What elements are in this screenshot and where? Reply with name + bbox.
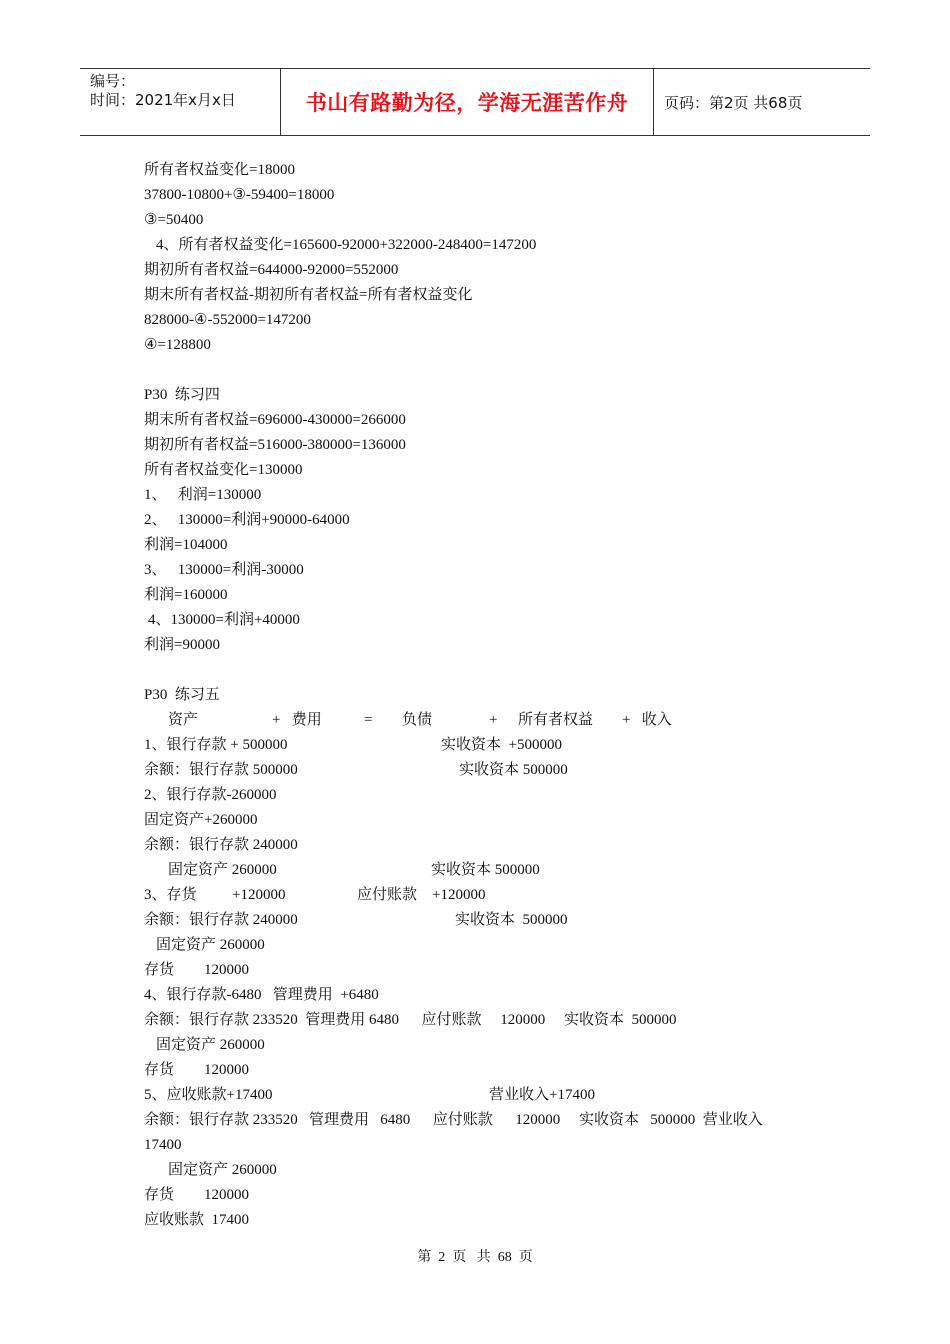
text-line: 4、银行存款-6480 管理费用 +6480: [144, 987, 379, 1003]
text-line: 828000-④-552000=147200: [144, 312, 311, 328]
text-line: 存货 120000: [144, 962, 250, 978]
text-line: 负债: [402, 712, 433, 728]
text-line: 所有者权益: [518, 712, 594, 728]
text-line: 1、银行存款 + 500000: [144, 737, 288, 753]
text-line: 4、130000=利润+40000: [148, 612, 300, 628]
text-line: + 费用: [272, 712, 322, 728]
text-line: 固定资产+260000: [144, 812, 258, 828]
text-line: P30 练习五: [144, 687, 220, 703]
header-page-cell: [654, 69, 870, 135]
text-line: 固定资产 260000: [156, 937, 265, 953]
text-line: 5、应收账款+17400: [144, 1087, 273, 1103]
text-line: ③=50400: [144, 212, 204, 228]
text-line: 实收资本 +500000: [441, 737, 562, 753]
text-line: 利润=104000: [144, 537, 228, 553]
text-line: 4、所有者权益变化=165600-92000+322000-248400=147200: [156, 237, 537, 253]
text-line: 利润=160000: [144, 587, 228, 603]
text-line: 应付账款 +120000: [357, 887, 486, 903]
document-number-label: 编号：: [90, 72, 136, 90]
text-line: 所有者权益变化=130000: [144, 462, 303, 478]
text-line: 2、 130000=利润+90000-64000: [144, 512, 350, 528]
header-meta-cell: [80, 69, 281, 135]
page-footer: 第 2 页 共 68 页: [417, 1250, 533, 1265]
text-line: 固定资产 260000: [168, 1162, 277, 1178]
text-line: 所有者权益变化=18000: [144, 162, 295, 178]
text-line: 1、 利润=130000: [144, 487, 262, 503]
text-line: 17400: [144, 1137, 182, 1153]
text-line: 余额：银行存款 233520 管理费用 6480 应付账款 120000 实收资本 500000: [144, 1012, 677, 1028]
text-line: + 收入: [622, 712, 672, 728]
text-line: 存货 120000: [144, 1062, 250, 1078]
text-line: 固定资产 260000: [156, 1037, 265, 1053]
text-line: ④=128800: [144, 337, 211, 353]
text-line: 期初所有者权益=644000-92000=552000: [144, 262, 399, 278]
text-line: 余额：银行存款 233520 管理费用 6480 应付账款 120000 实收资本 500000 营业收入: [144, 1112, 763, 1128]
text-line: +120000: [232, 887, 286, 903]
text-line: 2、银行存款-260000: [144, 787, 277, 803]
text-line: =: [364, 712, 373, 728]
text-line: 实收资本 500000: [455, 912, 568, 928]
text-line: 3、存货: [144, 887, 197, 903]
text-line: 期初所有者权益=516000-380000=136000: [144, 437, 406, 453]
text-line: 余额：银行存款 500000: [144, 762, 298, 778]
text-line: 利润=90000: [144, 637, 220, 653]
text-line: 固定资产 260000: [168, 862, 277, 878]
text-line: 37800-10800+③-59400=18000: [144, 187, 335, 203]
text-line: P30 练习四: [144, 387, 220, 403]
page-indicator: 页码：第2页 共68页: [664, 93, 803, 112]
text-line: 实收资本 500000: [459, 762, 568, 778]
text-line: 期末所有者权益=696000-430000=266000: [144, 412, 406, 428]
page-header: [80, 68, 870, 136]
text-line: 余额：银行存款 240000: [144, 912, 298, 928]
text-line: 存货 120000: [144, 1187, 250, 1203]
text-line: 实收资本 500000: [431, 862, 540, 878]
header-motto-cell: [281, 69, 654, 135]
document-date-label: 时间：2021年x月x日: [90, 91, 236, 109]
text-line: 应收账款 17400: [144, 1212, 250, 1228]
text-line: 3、 130000=利润-30000: [144, 562, 304, 578]
text-line: 余额：银行存款 240000: [144, 837, 298, 853]
text-line: 营业收入+17400: [489, 1087, 595, 1103]
text-line: 资产: [168, 712, 199, 728]
motto-text: 书山有路勤为径，学海无涯苦作舟: [305, 91, 629, 115]
text-line: +: [489, 712, 498, 728]
text-line: 期末所有者权益-期初所有者权益=所有者权益变化: [144, 287, 473, 303]
